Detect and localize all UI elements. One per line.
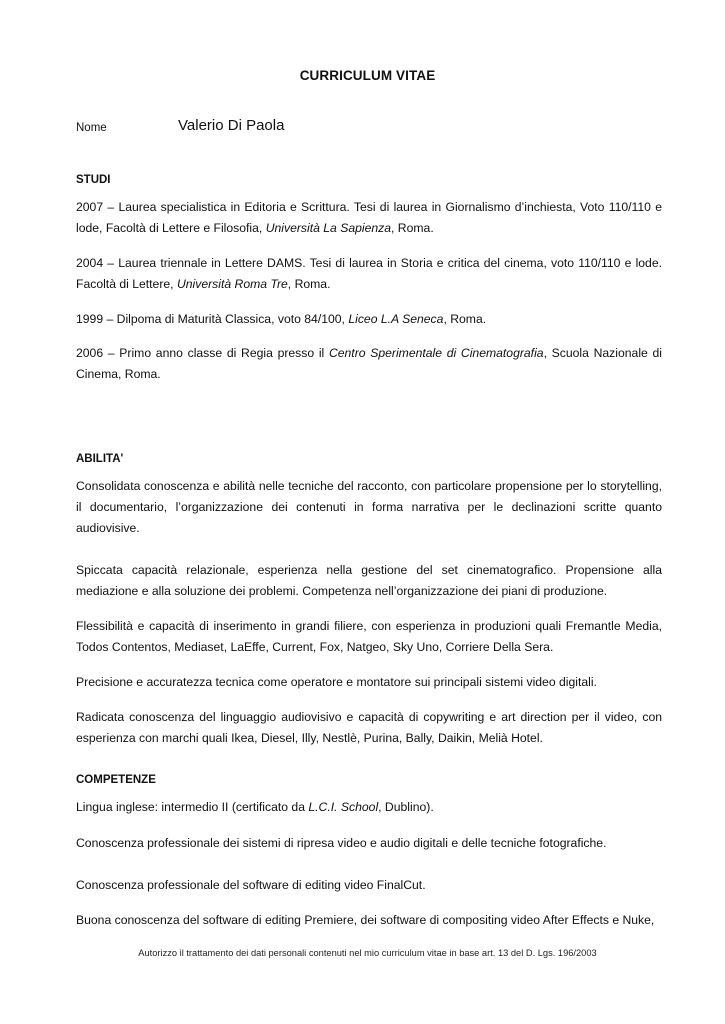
studi-item-text: 2006 – Primo anno classe di Regia presso il	[76, 346, 329, 360]
studi-item-text-end: , Roma.	[443, 312, 487, 326]
competenze-item-text-end: , Dublino).	[378, 800, 434, 814]
name-label: Nome	[76, 122, 107, 134]
studi-item-institution: Centro Sperimentale di Cinematografia	[328, 346, 544, 360]
section-heading-studi: STUDI	[76, 174, 111, 186]
studi-item-institution: Università Roma Tre	[176, 277, 288, 291]
abilita-item: Spiccata capacità relazionale, esperienza nella gestione del set cinematografico. Propensione alla mediazione e alla soluzione dei problemi. Competenza nell’organizzazione dei piani di produzione.	[76, 563, 662, 598]
studi-item	[76, 253, 662, 295]
section-heading-competenze: COMPETENZE	[76, 774, 156, 786]
section-heading-abilita: ABILITA'	[76, 453, 124, 465]
competenze-item: Conoscenza professionale del software di editing video FinalCut.	[76, 878, 426, 892]
studi-item	[76, 197, 662, 239]
studi-item-text: 2007 – Laurea specialistica in Editoria e Scrittura. Tesi di laurea in Giornalismo d’inchiesta, Voto 110/110 e lode, Facoltà di Lettere e Filosofia,	[76, 200, 662, 235]
privacy-footer: Autorizzo il trattamento dei dati personali contenuti nel mio curriculum vitae in base art. 13 del D. Lgs. 196/2003	[138, 948, 597, 958]
studi-item	[76, 309, 662, 330]
document-title: CURRICULUM VITAE	[299, 68, 436, 83]
studi-item-text-end: , Roma.	[391, 221, 434, 235]
studi-item-text-end: , Scuola Nazionale di Cinema, Roma.	[76, 346, 662, 381]
abilita-item: Precisione e accuratezza tecnica come operatore e montatore sui principali sistemi video digitali.	[76, 675, 597, 689]
competenze-item-school: L.C.I. School	[308, 800, 379, 814]
studi-item-text: 2004 – Laurea triennale in Lettere DAMS. Tesi di laurea in Storia e critica del cinema, voto 110/110 e lode. Facoltà di Lettere,	[76, 256, 662, 291]
abilita-item: Flessibilità e capacità di inserimento in grandi filiere, con esperienza in produzioni quali Fremantle Media, Todos Contentos, Mediaset, LaEffe, Current, Fox, Natgeo, Sky Uno, Corriere Della Sera.	[76, 619, 662, 654]
competenze-item-text: Lingua inglese: intermedio II (certificato da	[76, 800, 309, 814]
name-value: Valerio Di Paola	[178, 117, 285, 134]
competenze-item: Conoscenza professionale dei sistemi di ripresa video e audio digitali e delle tecniche fotografiche.	[76, 836, 607, 850]
abilita-item: Consolidata conoscenza e abilità nelle tecniche del racconto, con particolare propensione per lo storytelling, il documentario, l’organizzazione dei contenuti in forma narrativa per le declinazioni scritte quanto audiovisive.	[76, 479, 662, 535]
studi-item-institution: Liceo L.A Seneca	[348, 312, 444, 326]
competenze-item	[76, 797, 662, 818]
studi-item-institution: Università La Sapienza	[265, 221, 392, 235]
competenze-item: Buona conoscenza del software di editing Premiere, dei software di compositing video After Effects e Nuke,	[76, 913, 655, 927]
abilita-item: Radicata conoscenza del linguaggio audiovisivo e capacità di copywriting e art direction per il video, con esperienza con marchi quali Ikea, Diesel, Illy, Nestlè, Purina, Bally, Daikin, Melià Hotel.	[76, 710, 662, 745]
studi-item-text: 1999 – Dilpoma di Maturità Classica, voto 84/100,	[76, 312, 349, 326]
studi-item-text-end: , Roma.	[287, 277, 331, 291]
studi-item	[76, 343, 662, 385]
